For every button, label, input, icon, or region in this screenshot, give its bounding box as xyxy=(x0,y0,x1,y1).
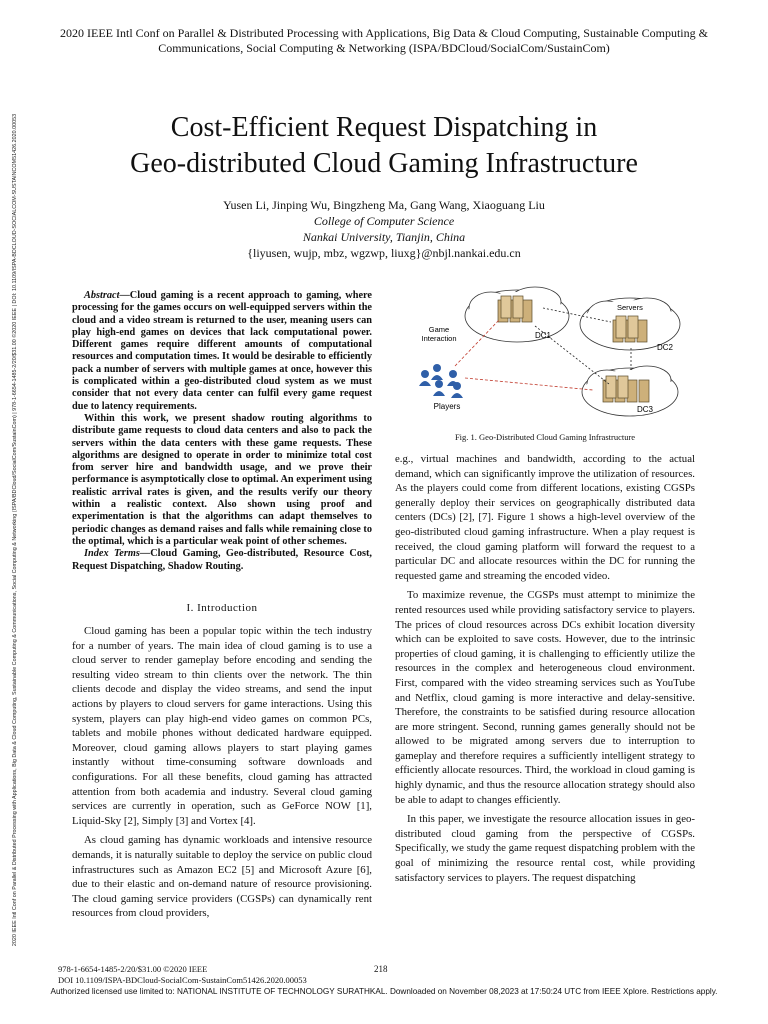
author-block xyxy=(60,197,708,261)
label-dc1: DC1 xyxy=(535,331,552,340)
affiliation-university: Nankai University, Tianjin, China xyxy=(302,230,466,244)
right-column-text xyxy=(395,452,695,890)
server-rack-dc3-icon xyxy=(603,376,649,402)
label-game: Game xyxy=(428,325,450,334)
figure-caption: Fig. 1. Geo-Distributed Cloud Gaming Infrastructure xyxy=(454,432,636,442)
figure-1 xyxy=(395,280,695,430)
label-players: Players xyxy=(433,402,461,411)
abstract-paragraph-2: Within this work, we present shadow routing algorithms to distribute game requests to cloud data centers and also to pack the servers within the data centers with these game requests. These algorithms are designed to operate in order to minimize total cost from server hire and bandwidth usage, and we prove their performance is asymptotically close to optimal. An experiment using realistic arrival rates is given, and the results verify our theory within a realistic context. Also shown using proof and experimentation is that the algorithms can adapt themselves to periodic changes as demand raises and falls while remaining close to the optimal, which is a particular weak point of other schemes. xyxy=(72,412,373,547)
label-dc3: DC3 xyxy=(637,405,654,414)
footer-doi: DOI 10.1109/ISPA-BDCloud-SocialCom-SustainCom51426.2020.00053 xyxy=(58,975,307,985)
author-emails: {liyusen, wujp, mbz, wgzwp, liuxg}@nbjl.nankai.edu.cn xyxy=(247,246,521,260)
index-terms-text: —Cloud Gaming, Geo-distributed, Resource Cost, Request Dispatching, Shadow Routing. xyxy=(72,548,372,572)
page-number: 218 xyxy=(374,964,388,974)
intro-paragraph-1: Cloud gaming has been a popular topic within the tech industry for a number of years. The main idea of cloud gaming is to use a cloud server to render gameplay before encoding and sending the resulting video stream to thin clients over the network. The thin clients decode and display the video streams, and send the input actions by players to cloud servers for game interactions. Using this system, players can play high-end video games on common PCs, tablets and mobile phones without dedicated hardware equipped. Moreover, cloud gaming allows players to start playing games instantly without time-consuming software downloads and configurations. For all these benefits, cloud gaming has attracted attention from both academia and industry. Several cloud gaming services are currently in operation, such as GeForce NOW [1], Liquid-Sky [2], Simply [3] and Vortex [4]. xyxy=(72,625,372,827)
players-icon xyxy=(419,364,463,398)
intro-paragraph-2: As cloud gaming has dynamic workloads and intensive resource demands, it is naturally suitable to deploy the service on public cloud infrastructures such as Amazon EC2 [5] and Microsoft Azure [6], due to their elastic and on-demand nature of resource provisioning. The cloud gaming service providers (CGSPs) can dynamically rent resources from cloud providers, xyxy=(72,834,372,920)
section-heading-introduction: I. Introduction xyxy=(186,602,258,614)
sidebar-citation xyxy=(6,100,24,960)
intro-text xyxy=(72,624,372,926)
title-line-1: Cost-Efficient Request Dispatching in xyxy=(170,112,598,143)
footer-isbn: 978-1-6654-1485-2/20/$31.00 ©2020 IEEE xyxy=(58,964,208,974)
abstract-text: —Cloud gaming is a recent approach to gaming, where processing for the games occurs on well-equipped servers within the cloud and a video stream is returned to the user, meaning users can play high-end games on devices that lack computational power. Different games require different amounts of computational resources and computation times. It would be desirable to efficiently pack a number of servers with multiple games at once, however this is complicated within a geo-distributed cloud system as we must consider that not every data center can fulfil every game request due to latency requirements. xyxy=(72,290,372,412)
authorized-use-notice: Authorized licensed use limited to: NATIONAL INSTITUTE OF TECHNOLOGY SURATHKAL. Downloaded on November 08,2023 at 17:50:24 UTC from IEEE Xplore. Restrictions apply. xyxy=(50,987,718,996)
figure-diagram xyxy=(395,280,695,430)
title-line-2: Geo-distributed Cloud Gaming Infrastructure xyxy=(130,148,638,179)
server-rack-dc2-icon xyxy=(613,316,647,342)
affiliation-college: College of Computer Science xyxy=(313,214,455,228)
label-dc2: DC2 xyxy=(657,343,674,352)
abstract-label: Abstract xyxy=(84,290,120,301)
right-paragraph-1: e.g., virtual machines and bandwidth, according to the actual demand, which can significantly improve the utilization of resources. As the players could come from different locations, existing CGSPs generally deploy their services on geographically distributed data centers (DCs) [2], [7]. Figure 1 shows a high-level overview of the geo-distributed cloud gaming infrastructure. When a play request is received, the cloud gaming platform will forward the request to a particular DC and allocate resources within the DC for running the requested game and streaming the encoded video. xyxy=(395,453,695,582)
right-paragraph-2: To maximize revenue, the CGSPs must attempt to minimize the rented resources used while providing satisfactory service to players. The prices of cloud resources across DCs exhibit location diversity which can be exploited to save costs. However, due to the intrinsic properties of cloud gaming, it is challenging to efficiently utilize the resources in the complex and heterogeneous cloud environment. First, compared with the video streaming services such as YouTube and Netflix, cloud gaming is more interactive and delay-sensitive. Therefore, the constraints to be satisfied during resource allocation are more stringent. Second, running games generally should not be allowed to be migrated among servers due to interruption to gameplay and therefore requires a sufficiently intelligent strategy to efficiently allocate resources. Third, the workload in cloud gaming is highly dynamic, and thus the resource allocation strategy should also be able to adapt to changes efficiently. xyxy=(395,589,695,806)
index-terms-label: Index Terms xyxy=(84,548,140,560)
footer-left xyxy=(58,964,307,986)
label-servers: Servers xyxy=(617,303,643,312)
server-rack-dc1-icon xyxy=(498,296,532,322)
paper-title xyxy=(60,110,708,182)
sidebar-citation-text: 2020 IEEE Intl Conf on Parallel & Distributed Processing with Applications, Big Data & Cloud Computing, Sustainable Computing & Communications, Social Computing & Networking (ISPA/BDCloud/SocialCom/SustainCom) | 978-1-6654-1485-2/20/$31.00 ©2020 IEEE | DOI: 10.1109/ISPA-BDCLOUD-SOCIALCOM-SUSTAINCOM51426.2020.00053 xyxy=(12,113,18,947)
abstract xyxy=(72,290,372,573)
right-paragraph-3: In this paper, we investigate the resource allocation issues in geo-distributed cloud gaming from the perspective of CGSPs. Specifically, we study the game request dispatching problem with the goal of minimizing the resource rental cost, while providing satisfactory services to players. The request dispatching xyxy=(395,813,695,884)
label-interaction: Interaction xyxy=(421,334,457,343)
conference-header: 2020 IEEE Intl Conf on Parallel & Distributed Processing with Applications, Big Data & Cloud Computing, Sustainable Computing & Communications, Social Computing & Networking (ISPA/BDCloud/SocialCom/SustainCom) xyxy=(60,26,708,55)
author-names: Yusen Li, Jinping Wu, Bingzheng Ma, Gang Wang, Xiaoguang Liu xyxy=(223,198,545,212)
